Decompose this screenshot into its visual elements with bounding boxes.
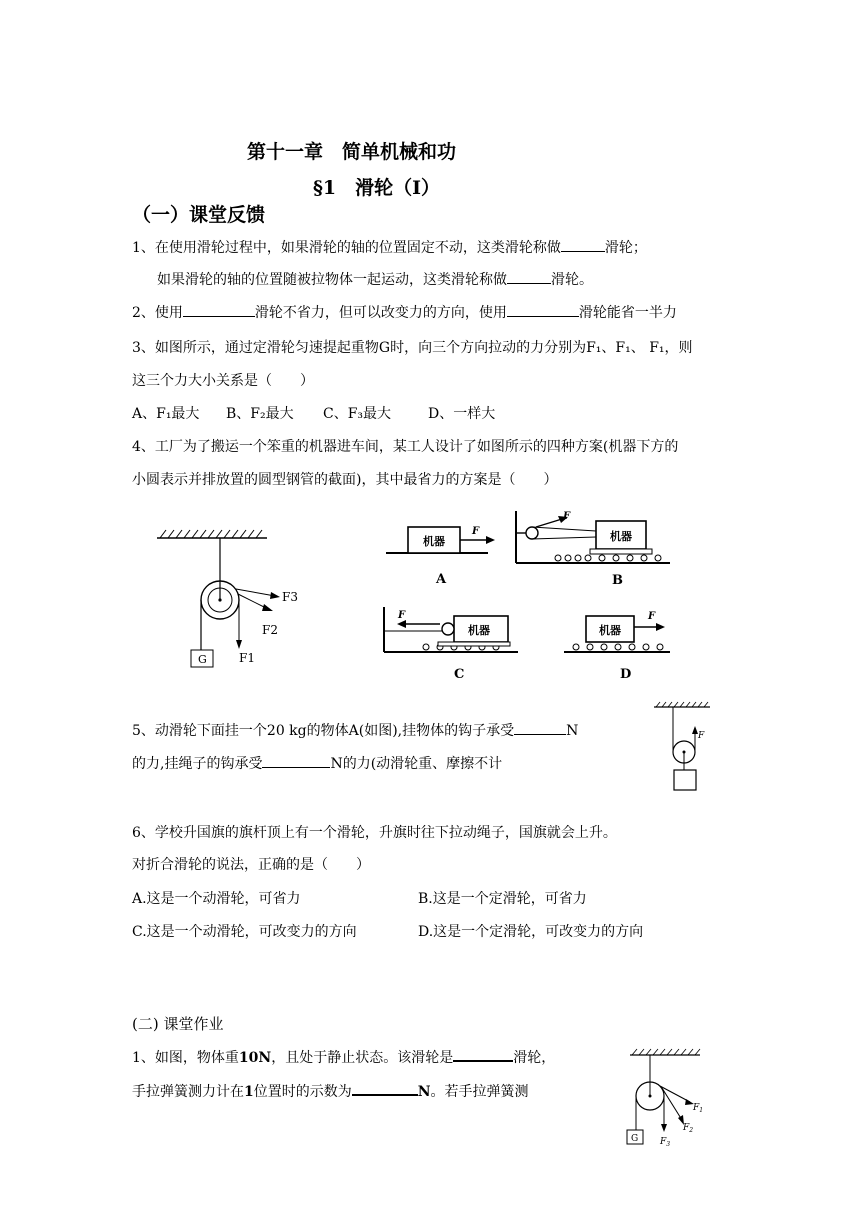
- force-f1-label: $F_1$: [693, 1103, 704, 1114]
- part1-heading: （一）课堂反馈: [132, 204, 266, 226]
- q3-option-c[interactable]: C、F₃最大: [323, 406, 392, 422]
- force-label-d: F: [648, 611, 656, 622]
- force-label-c: F: [398, 610, 406, 621]
- force-label-a: F: [472, 526, 480, 537]
- q6-line2: 对折合滑轮的说法，正确的是（ ）: [132, 857, 370, 873]
- q1-line2: 如果滑轮的轴的位置随被拉物体一起运动，这类滑轮称做 滑轮。: [157, 269, 593, 290]
- weight-g-label: G: [631, 1134, 639, 1144]
- machine-label-c: 机器: [468, 624, 490, 637]
- q3-line2: 这三个力大小关系是（ ）: [132, 373, 314, 389]
- answer-blank[interactable]: [514, 720, 566, 735]
- q4-line1: 4、工厂为了搬运一个笨重的机器进车间，某工人设计了如图所示的四种方案(机器下方的: [132, 439, 679, 455]
- answer-blank[interactable]: [262, 753, 330, 768]
- hw-pulley-figure: [624, 1046, 714, 1156]
- machine-label-d: 机器: [599, 624, 621, 637]
- q3-line1: 3、如图所示，通过定滑轮匀速提起重物G时，向三个方向拉动的力分别为F₁、F₁、 F₁，则: [132, 340, 693, 356]
- q3-option-a[interactable]: A、F₁最大: [132, 406, 200, 422]
- chapter-title: 第十一章 简单机械和功: [247, 141, 457, 163]
- q6-option-c[interactable]: C.这是一个动滑轮，可改变力的方向: [132, 924, 357, 940]
- force-f1-label: F1: [239, 651, 255, 665]
- answer-blank[interactable]: [183, 302, 255, 317]
- q1-line1: 1、在使用滑轮过程中，如果滑轮的轴的位置固定不动，这类滑轮称做 滑轮；: [132, 237, 647, 258]
- q6-option-b[interactable]: B.这是一个定滑轮，可省力: [418, 891, 587, 907]
- force-f3-label: $F_3$: [660, 1137, 671, 1148]
- q6-option-a[interactable]: A.这是一个动滑轮，可省力: [132, 891, 301, 907]
- answer-blank[interactable]: [507, 269, 551, 284]
- q2-line: 2、使用 滑轮不省力，但可以改变力的方向，使用 滑轮能省一半力: [132, 302, 677, 323]
- answer-blank[interactable]: [352, 1080, 418, 1096]
- q4-line2: 小圆表示并排放置的圆型钢管的截面)，其中最省力的方案是（ ）: [132, 472, 558, 488]
- q6-line1: 6、学校升国旗的旗杆顶上有一个滑轮，升旗时往下拉动绳子，国旗就会上升。: [132, 825, 617, 841]
- force-f3-label: F3: [282, 590, 298, 604]
- q5-line1: 5、动滑轮下面挂一个20 kg的物体A(如图),挂物体的钩子承受 N: [132, 720, 578, 741]
- hw-q1-line1: 1、如图，物体重10N，且处于静止状态。该滑轮是 滑轮，: [132, 1046, 555, 1068]
- movable-pulley-figure: [650, 700, 720, 800]
- machine-schemes-figure: [378, 507, 678, 682]
- panel-label-c[interactable]: C: [454, 667, 465, 682]
- q5-line2: 的力,挂绳子的钩承受 N的力(动滑轮重、摩擦不计: [132, 753, 502, 774]
- object-a-box: [674, 770, 696, 790]
- section-title: §1 滑轮（Ⅰ）: [313, 177, 441, 199]
- weight-g-label: G: [198, 653, 207, 666]
- q3-option-b[interactable]: B、F₂最大: [226, 406, 294, 422]
- part2-heading: (二) 课堂作业: [132, 1015, 224, 1033]
- q3-option-d[interactable]: D、一样大: [428, 406, 496, 422]
- panel-label-a[interactable]: A: [436, 572, 447, 587]
- hw-q1-line2: 手拉弹簧测力计在1位置时的示数为 N。若手拉弹簧测: [132, 1080, 529, 1102]
- answer-blank[interactable]: [453, 1046, 513, 1062]
- answer-blank[interactable]: [561, 237, 605, 252]
- machine-label-a: 机器: [423, 535, 445, 548]
- machine-label-b: 机器: [610, 530, 632, 543]
- force-f2-label: $F_2$: [683, 1123, 694, 1134]
- answer-blank[interactable]: [507, 302, 579, 317]
- panel-label-b[interactable]: B: [612, 573, 623, 588]
- force-f2-label: F2: [262, 623, 278, 637]
- fixed-pulley-figure: [150, 528, 310, 678]
- force-label-b: F: [563, 511, 571, 522]
- force-f-label: F: [698, 731, 705, 741]
- q6-option-d[interactable]: D.这是一个定滑轮，可改变力的方向: [418, 924, 644, 940]
- panel-label-d[interactable]: D: [620, 667, 632, 682]
